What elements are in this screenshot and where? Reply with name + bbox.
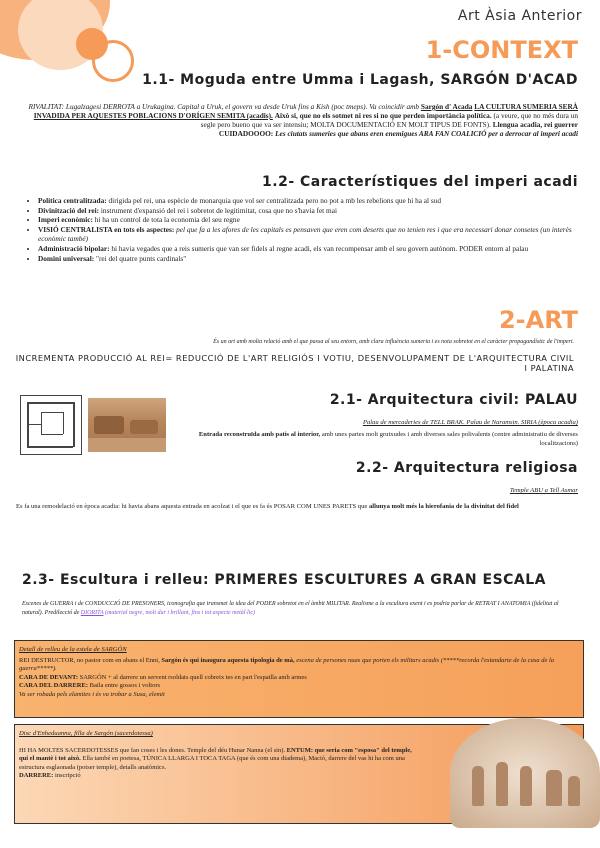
aixo-text: Això si, que no els sotmet ni res si no que perden importància política. (274, 111, 492, 120)
diorita-label: DIORITA (80, 610, 104, 616)
list-item: • Imperi econòmic: hi ha un control de tota la economia del seu regne (38, 215, 578, 225)
civil-caption: Palau de mercaderies de TELL BRAK. Palau de Naramsin. SIRIA (època acadia) (362, 419, 578, 426)
cuidado-label: CUIDADOOOO: (218, 129, 274, 138)
subsection-title-2-2: 2.2- Arquitectura religiosa (355, 460, 578, 476)
veure-text: (a veure, que no més dura un segle pero bueno que va ser intensiu; MOLTA DOCUMENTACIÓ EN MOLT TIPUS DE FONTS). (200, 111, 578, 129)
sculpt-text: Escenes de GUERRA i de CONDUCCIÓ DE PRESONERS, iconografia que transmet la idea del PODER sobretot en el àmbit MILITAR. Realisme a la escultura exent i es podria parlar de RETRAT I ANATOMIA (fidelitat al natural). Predilecció de DIORITA (material negre, molt dur i brillant, fins i tot aspecte metàl·lic) (22, 601, 559, 616)
sargon-name: Sargón d' Acada (420, 102, 473, 111)
palace-ruins-photo (88, 398, 166, 452)
list-item: • Administració bipolar: hi havia vegades que a reis sumeris que van ser fidels al regne acadi, els van recompensar amb el seu govern autònom. PODER entorn al palau (38, 244, 578, 254)
section-title-context: 1-CONTEXT (425, 36, 578, 64)
rivalitat-text: RIVALITAT: Lugalzagesi DERROTA a Urukagina. Capital a Uruk, el govern va desde Uruk fins a Kish (poc tmeps). Va coincidir amb (28, 102, 420, 111)
box2-body: HI HA MOLTES SACERDOTESSES que fan coses i les dones. Temple del déu Hunar Nanna (el sin). ENTUM: que seria com "esposa" del temple, qui el mantè i tot això. Ella també en poetesa, TÚNICA LLARGA I TOCA TAGA (que és com una diadema), Mació, darrere del vas hi ha com una estructura esglaonada (potser temple), detalls anatòmics. DARRERE: inscripció (19, 747, 412, 780)
list-item: • Domini universal: "rei del quatre punts cardinals" (38, 254, 578, 264)
course-title: Art Àsia Anterior (457, 8, 582, 24)
subsection-title-2-3: 2.3- Escultura i relleu: PRIMERES ESCULTURES A GRAN ESCALA (22, 572, 547, 588)
cuidado-text: Les ciutats sumeries que abans eren enemigues ARA FAN COALICIÓ per a derrocar al imperi acadi (275, 129, 578, 138)
cultura-text: LA CULTURA SUMERIA SERÀ INVADIDA PER AQUESTES POBLACIONS D'ORÍGEN SEMITA (acadis). (33, 102, 578, 120)
palace-floorplan-image (20, 395, 82, 455)
box1-title: Detall de relleu de la estela de SARGÓN (19, 646, 127, 653)
relig-text: Es fa una remodelació en època acadia: hi havia abans aquesta entrada en acolzat i el que es fa és POSAR COM UNES PARETS que allunya molt més la hierofania de la divinitat del fidel (16, 503, 519, 510)
section-title-art: 2-ART (498, 306, 578, 334)
box2-title: Disc d'Enheduanna, filla de Sargón (sacerdotessa) (19, 730, 153, 737)
stele-detail-box (14, 640, 584, 718)
civil-text: Entrada reconstruïda amb patis al interior, amb unes partes molt grutxudes i amb diverses sales polivalents (centre administratiu de diverses localitzacions) (198, 431, 578, 447)
llengua-text: Llengua acadia, rei guerrer (492, 120, 578, 129)
list-item: • VISIÓ CENTRALISTA en tots els aspectes: pel que fa a les afores de les capitals es pensaven que eren com deserts que no tenien res i que era necessari donar consetes (un interès econòmic també) (38, 225, 578, 244)
subsection-title-1-2: 1.2- Característiques del imperi acadi (262, 174, 578, 190)
relig-caption: Temple ABU a Tell Asmar (509, 487, 578, 494)
subsection-title-1-1: 1.1- Moguda entre Umma i Lagash, SARGÓN D'ACAD (142, 72, 578, 88)
disc-relief-image (450, 718, 600, 828)
art-intro-caps: INCREMENTA PRODUCCIÓ AL REI= REDUCCIÓ DE L'ART RELIGIÓS I VOTIU, DESENVOLUPAMENT DE L'ARQUITECTURA CIVIL I PALATINA (15, 353, 574, 373)
subsection-title-2-1: 2.1- Arquitectura civil: PALAU (329, 392, 578, 408)
decor-ring (92, 40, 134, 82)
context-paragraph (28, 102, 578, 138)
list-item: • Política centralitzada: dirigida pel rei, una espècie de monarquia que vol ser centralitzada pero no pot a mb les rebelions que hi ha al sud (38, 196, 578, 206)
art-intro-small: És un art amb molta relació amb el que passa al seu entorn, amb clara influència sumeria i es nota sobretot en el caràcter propagandístic de l'imperi. (213, 339, 574, 345)
features-list (24, 196, 578, 263)
list-item: • Divinització del rei: instrument d'expansió del rei i sobretot de legitimitat, cosa que no s'havia fet mai (38, 206, 578, 216)
box1-body: REI DESTRUCTOR, no pastor com en abans el Enni, Sargón és qui inaugura aquesta tipologia de mà, escena de persones nuas que porten els militars acadis (*****recorda l'estandarte de la casa de la guerra*****). CARA DE DEVANT: SARGÓN + al darrere un servent rsoldats quell cobreix tes en part l'espatlla amb armes CARA DEL DARRERE: Baila entre gossos i voltors Va ser robada pels elamites i és va trobar a Susa, elemit (19, 657, 555, 698)
